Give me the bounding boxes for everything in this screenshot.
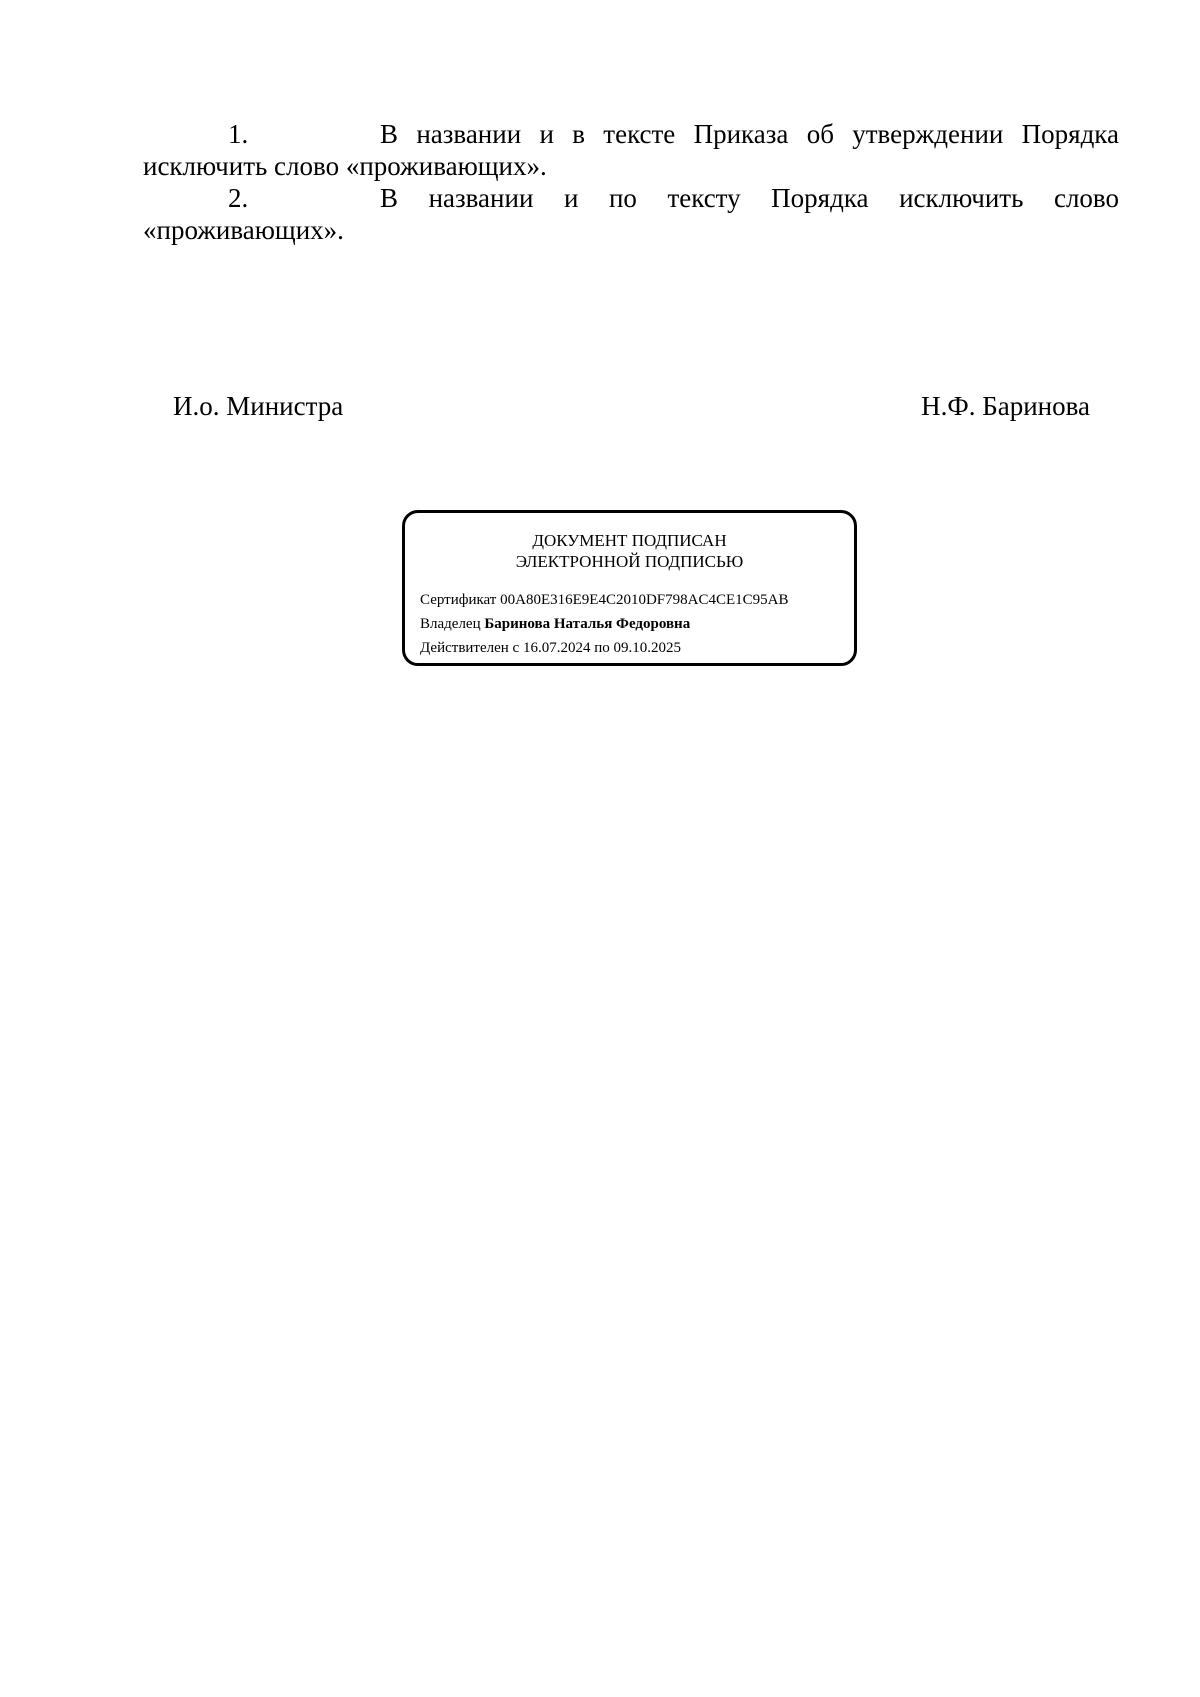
stamp-owner <box>420 615 690 633</box>
certificate-label: Сертификат <box>420 592 497 608</box>
paragraph-text: В названии и по тексту Порядка исключить слово <box>380 183 1119 213</box>
paragraph-continuation: исключить слово «проживающих». <box>143 151 547 181</box>
signature-block <box>173 390 1090 422</box>
signatory-position: И.о. Министра <box>173 391 344 421</box>
document-body <box>143 118 1119 246</box>
paragraph-item-2 <box>143 182 1119 246</box>
valid-from-date: 16.07.2024 <box>522 640 591 656</box>
stamp-heading <box>405 530 854 572</box>
paragraph-first-line <box>143 118 1119 150</box>
valid-from-label: Действителен с <box>420 640 520 656</box>
valid-to-label: по <box>594 640 610 656</box>
stamp-validity <box>420 639 681 657</box>
paragraph-number: 2. <box>228 183 249 213</box>
stamp-certificate <box>420 591 788 609</box>
owner-label: Владелец <box>420 616 481 632</box>
paragraph-continuation: «проживающих». <box>143 215 344 245</box>
signatory-name: Н.Ф. Баринова <box>921 391 1090 421</box>
paragraph-item-1 <box>143 118 1119 182</box>
stamp-heading-line-1: ДОКУМЕНТ ПОДПИСАН <box>532 531 727 550</box>
paragraph-number: 1. <box>228 119 249 149</box>
electronic-signature-stamp <box>402 510 857 666</box>
valid-to-date: 09.10.2025 <box>613 640 681 656</box>
stamp-heading-line-2: ЭЛЕКТРОННОЙ ПОДПИСЬЮ <box>515 552 744 571</box>
paragraph-first-line <box>143 182 1119 214</box>
certificate-value: 00A80E316E9E4C2010DF798AC4CE1C95AB <box>500 592 789 608</box>
paragraph-text: В названии и в тексте Приказа об утверждении Порядка <box>380 119 1119 149</box>
owner-value: Баринова Наталья Федоровна <box>484 616 691 632</box>
